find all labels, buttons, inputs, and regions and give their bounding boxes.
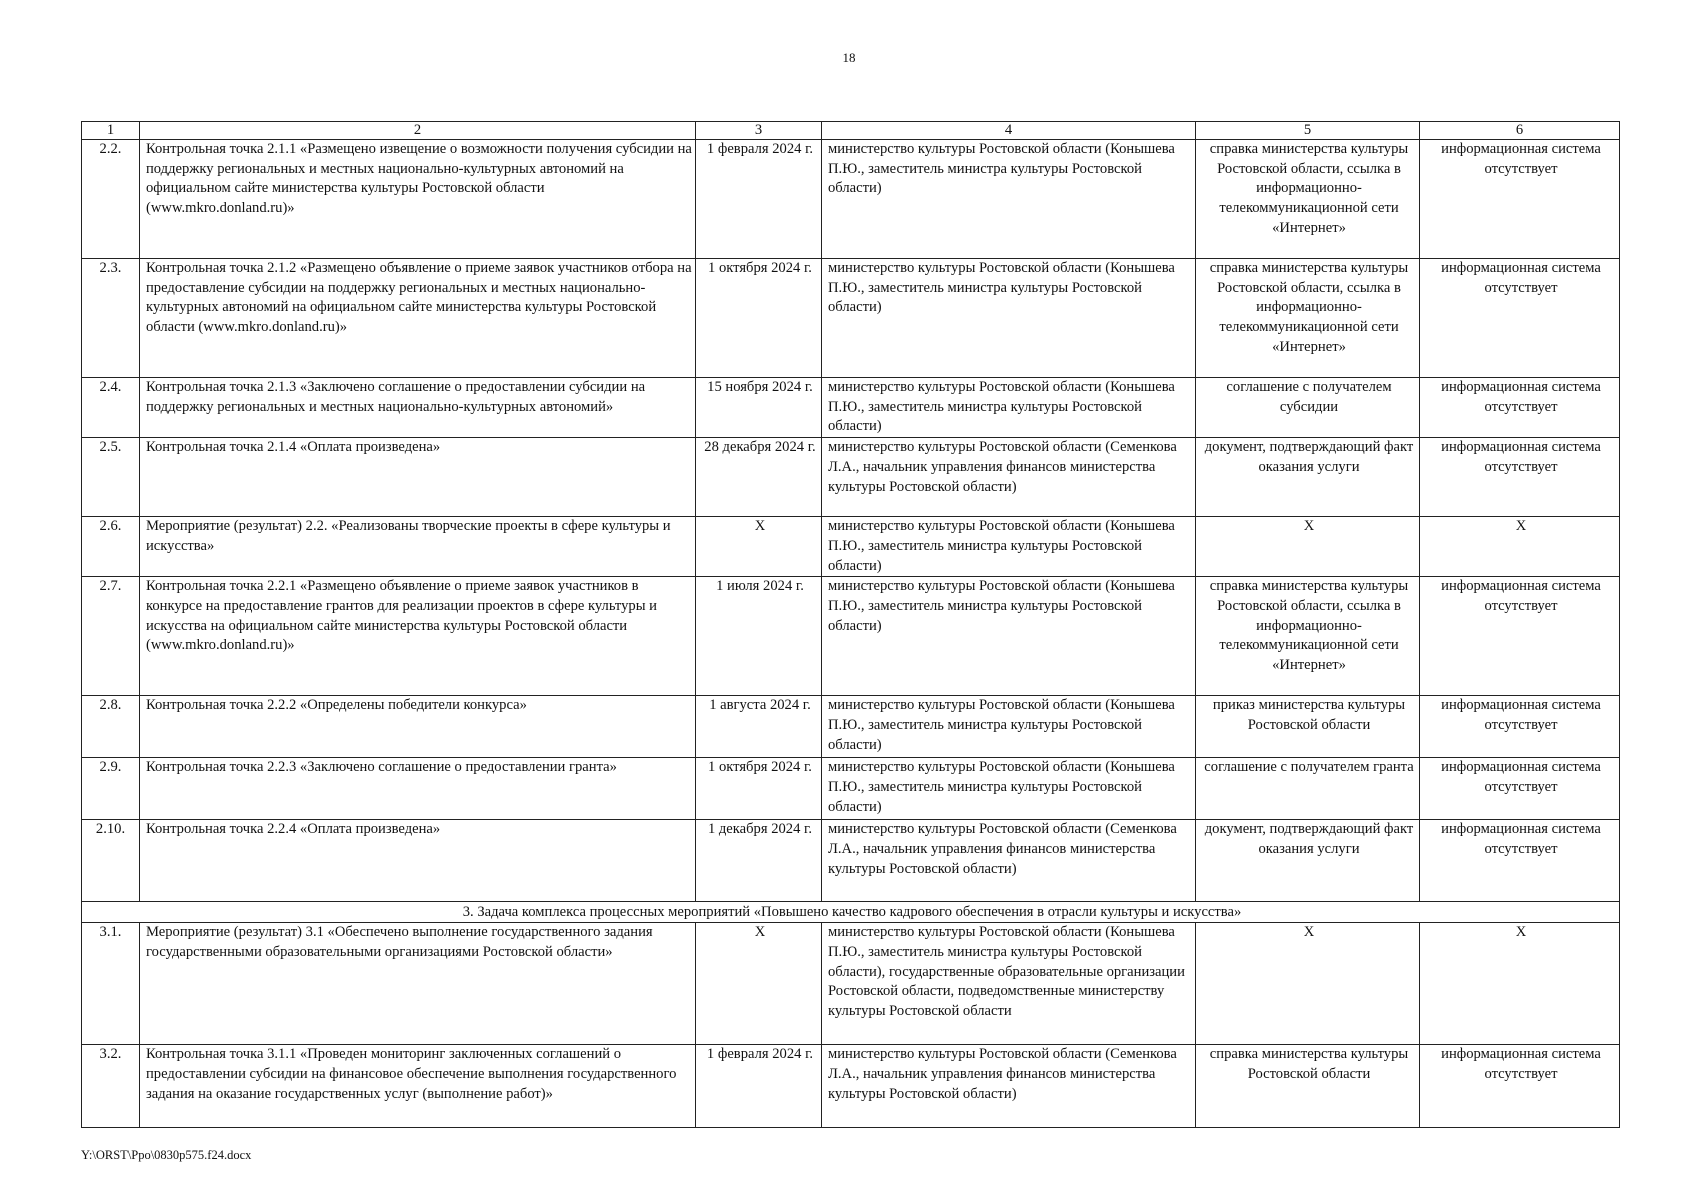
table-row	[82, 259, 1620, 378]
row-title: Мероприятие (результат) 2.2. «Реализованы творческие проекты в сфере культуры и искусства»	[140, 517, 696, 577]
row-system: информационная система отсутствует	[1420, 577, 1620, 696]
row-number: 2.4.	[82, 378, 140, 438]
row-system: информационная система отсутствует	[1420, 1045, 1620, 1128]
row-date: 28 декабря 2024 г.	[696, 438, 822, 517]
row-date: 1 августа 2024 г.	[696, 696, 822, 758]
table-row	[82, 820, 1620, 902]
row-title: Контрольная точка 2.1.4 «Оплата произведена»	[140, 438, 696, 517]
row-document: документ, подтверждающий факт оказания услуги	[1196, 438, 1420, 517]
row-system: информационная система отсутствует	[1420, 758, 1620, 820]
row-system: информационная система отсутствует	[1420, 438, 1620, 517]
table-row	[82, 1045, 1620, 1128]
table-row	[82, 140, 1620, 259]
row-number: 2.7.	[82, 577, 140, 696]
row-date: 1 июля 2024 г.	[696, 577, 822, 696]
row-date: 1 февраля 2024 г.	[696, 140, 822, 259]
column-number-header-row	[82, 122, 1620, 140]
row-number: 3.2.	[82, 1045, 140, 1128]
row-document: документ, подтверждающий факт оказания услуги	[1196, 820, 1420, 902]
table-row	[82, 923, 1620, 1045]
row-system: информационная система отсутствует	[1420, 696, 1620, 758]
row-system: Х	[1420, 517, 1620, 577]
row-responsible: министерство культуры Ростовской области (Семенкова Л.А., начальник управления финансов министерства культуры Ростовской области)	[822, 820, 1196, 902]
row-document: приказ министерства культуры Ростовской области	[1196, 696, 1420, 758]
row-document: справка министерства культуры Ростовской области, ссылка в информационно-телекоммуникационной сети «Интернет»	[1196, 577, 1420, 696]
control-points-table	[81, 121, 1620, 1128]
row-number: 2.3.	[82, 259, 140, 378]
row-responsible: министерство культуры Ростовской области (Конышева П.Ю., заместитель министра культуры Ростовской области)	[822, 577, 1196, 696]
row-number: 2.5.	[82, 438, 140, 517]
table-row	[82, 577, 1620, 696]
row-title: Контрольная точка 2.1.1 «Размещено извещение о возможности получения субсидии на поддержку региональных и местных национально-культурных автономий на официальном сайте министерства культуры Ростовской области (www.mkro.donland.ru)»	[140, 140, 696, 259]
row-system: Х	[1420, 923, 1620, 1045]
row-document: соглашение с получателем субсидии	[1196, 378, 1420, 438]
row-responsible: министерство культуры Ростовской области (Конышева П.Ю., заместитель министра культуры Ростовской области), государственные образовательные организации Ростовской области, подведомственные министерству культуры Ростовской области	[822, 923, 1196, 1045]
row-title: Контрольная точка 2.1.3 «Заключено соглашение о предоставлении субсидии на поддержку региональных и местных национально-культурных автономий»	[140, 378, 696, 438]
row-date: 1 октября 2024 г.	[696, 259, 822, 378]
row-title: Мероприятие (результат) 3.1 «Обеспечено выполнение государственного задания государственными образовательными организациями Ростовской области»	[140, 923, 696, 1045]
table-row	[82, 517, 1620, 577]
table-row	[82, 438, 1620, 517]
row-title: Контрольная точка 2.2.1 «Размещено объявление о приеме заявок участников в конкурсе на предоставление грантов для реализации проектов в сфере культуры и искусства на официальном сайте министерства культуры Ростовской области (www.mkro.donland.ru)»	[140, 577, 696, 696]
row-number: 2.6.	[82, 517, 140, 577]
table-row	[82, 696, 1620, 758]
row-title: Контрольная точка 2.2.2 «Определены победители конкурса»	[140, 696, 696, 758]
column-header: 3	[696, 122, 822, 140]
row-responsible: министерство культуры Ростовской области (Конышева П.Ю., заместитель министра культуры Ростовской области)	[822, 259, 1196, 378]
row-responsible: министерство культуры Ростовской области (Конышева П.Ю., заместитель министра культуры Ростовской области)	[822, 758, 1196, 820]
row-date: 1 февраля 2024 г.	[696, 1045, 822, 1128]
column-header: 6	[1420, 122, 1620, 140]
row-responsible: министерство культуры Ростовской области (Конышева П.Ю., заместитель министра культуры Ростовской области)	[822, 140, 1196, 259]
table-row	[82, 378, 1620, 438]
row-number: 3.1.	[82, 923, 140, 1045]
row-title: Контрольная точка 2.2.3 «Заключено соглашение о предоставлении гранта»	[140, 758, 696, 820]
row-number: 2.10.	[82, 820, 140, 902]
row-date: 15 ноября 2024 г.	[696, 378, 822, 438]
table-row	[82, 758, 1620, 820]
row-title: Контрольная точка 3.1.1 «Проведен мониторинг заключенных соглашений о предоставлении субсидии на финансовое обеспечение выполнения государственного задания на оказание государственных услуг (выполнение работ)»	[140, 1045, 696, 1128]
row-responsible: министерство культуры Ростовской области (Семенкова Л.А., начальник управления финансов министерства культуры Ростовской области)	[822, 438, 1196, 517]
row-responsible: министерство культуры Ростовской области (Конышева П.Ю., заместитель министра культуры Ростовской области)	[822, 696, 1196, 758]
section-heading: 3. Задача комплекса процессных мероприятий «Повышено качество кадрового обеспечения в отрасли культуры и искусства»	[82, 902, 1620, 923]
row-document: справка министерства культуры Ростовской области	[1196, 1045, 1420, 1128]
row-system: информационная система отсутствует	[1420, 378, 1620, 438]
row-number: 2.2.	[82, 140, 140, 259]
row-document: Х	[1196, 517, 1420, 577]
row-responsible: министерство культуры Ростовской области (Конышева П.Ю., заместитель министра культуры Ростовской области)	[822, 378, 1196, 438]
row-date: 1 октября 2024 г.	[696, 758, 822, 820]
row-responsible: министерство культуры Ростовской области (Конышева П.Ю., заместитель министра культуры Ростовской области)	[822, 517, 1196, 577]
row-number: 2.8.	[82, 696, 140, 758]
column-header: 5	[1196, 122, 1420, 140]
row-title: Контрольная точка 2.1.2 «Размещено объявление о приеме заявок участников отбора на предоставление субсидии на поддержку региональных и местных национально-культурных автономий на официальном сайте министерства культуры Ростовской области (www.mkro.donland.ru)»	[140, 259, 696, 378]
row-date: 1 декабря 2024 г.	[696, 820, 822, 902]
row-date: Х	[696, 517, 822, 577]
file-path-footer: Y:\ORST\Ppo\0830p575.f24.docx	[81, 1148, 252, 1162]
row-system: информационная система отсутствует	[1420, 820, 1620, 902]
row-responsible: министерство культуры Ростовской области (Семенкова Л.А., начальник управления финансов министерства культуры Ростовской области)	[822, 1045, 1196, 1128]
column-header: 2	[140, 122, 696, 140]
row-system: информационная система отсутствует	[1420, 140, 1620, 259]
column-header: 1	[82, 122, 140, 140]
row-number: 2.9.	[82, 758, 140, 820]
row-document: соглашение с получателем гранта	[1196, 758, 1420, 820]
row-date: Х	[696, 923, 822, 1045]
row-document: справка министерства культуры Ростовской области, ссылка в информационно-телекоммуникационной сети «Интернет»	[1196, 140, 1420, 259]
row-title: Контрольная точка 2.2.4 «Оплата произведена»	[140, 820, 696, 902]
page-number: 18	[842, 50, 856, 65]
row-system: информационная система отсутствует	[1420, 259, 1620, 378]
column-header: 4	[822, 122, 1196, 140]
row-document: справка министерства культуры Ростовской области, ссылка в информационно-телекоммуникационной сети «Интернет»	[1196, 259, 1420, 378]
row-document: Х	[1196, 923, 1420, 1045]
section-heading-row	[82, 902, 1620, 923]
